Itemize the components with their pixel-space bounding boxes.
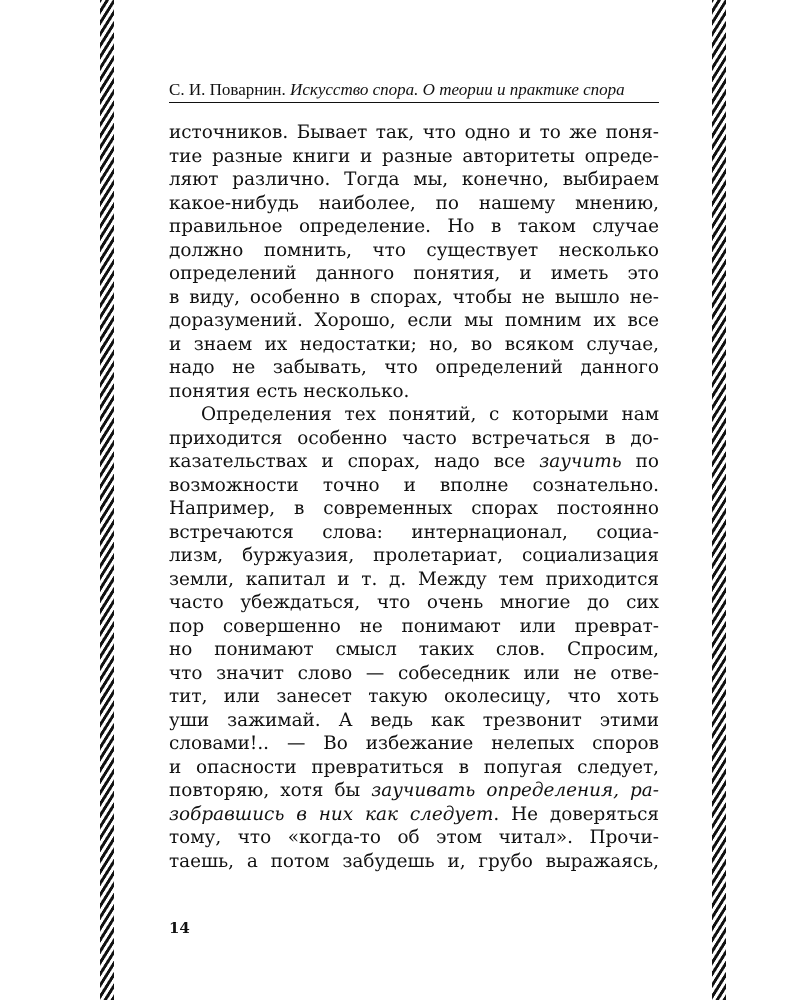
running-head-author: С. И. Поварнин. <box>169 80 286 99</box>
text-line <box>169 450 659 474</box>
text-line: доразумений. Хорошо, если мы помним их все <box>169 310 659 331</box>
text-line: источников. Бывает так, что одно и то же поня- <box>169 122 659 143</box>
text-line: что значит слово — собеседник или не отве- <box>169 662 659 684</box>
text-line: тому, что «когда-то об этом читал». Прочи- <box>169 827 659 848</box>
text-line: земли, капитал и т. д. Между тем приходится <box>169 568 659 590</box>
text-line: уши зажимай. А ведь как трезвонит этими <box>169 709 659 731</box>
text-line: лизм, буржуазия, пролетариат, социализация <box>169 545 659 566</box>
text-segment: по <box>635 451 659 472</box>
text-line: понятия есть несколько. <box>169 380 410 402</box>
text-segment: казательствах и спорах, надо все <box>169 451 526 472</box>
text-line: приходится особенно часто встречаться в до- <box>169 427 659 449</box>
emphasis-text: зобравшись в них как следует <box>169 803 494 825</box>
running-head <box>169 80 659 100</box>
text-line: ляют различно. Тогда мы, конечно, выбираем <box>169 169 659 190</box>
page-number: 14 <box>169 919 190 937</box>
text-line: Например, в современных спорах постоянно <box>169 498 659 519</box>
text-line: правильное определение. Но в таком случае <box>169 216 659 237</box>
body-text <box>169 121 659 873</box>
text-line: встречаются слова: интернационал, социа- <box>169 521 659 543</box>
text-line: таешь, а потом забудешь и, грубо выражаясь, <box>169 850 659 872</box>
text-segment: повторяю, хотя бы <box>169 780 361 801</box>
running-head-title: Искусство спора. О теории и практике спора <box>290 80 625 99</box>
left-edge-border <box>100 0 114 1000</box>
text-line: определений данного понятия, и иметь это <box>169 263 659 284</box>
text-line: и опасности превратиться в попугая следует, <box>169 756 659 778</box>
text-line: какое-нибудь наиболее, по нашему мнению, <box>169 192 659 214</box>
text-line: Определения тех понятий, с которыми нам <box>201 404 659 425</box>
header-rule <box>169 102 659 103</box>
text-line: пор совершенно не понимают или преврат- <box>169 615 659 637</box>
text-line: тие разные книги и разные авторитеты опреде- <box>169 145 659 167</box>
text-line: часто убеждаться, что очень многие до сих <box>169 592 659 613</box>
text-segment: . Не доверяться <box>493 803 659 825</box>
right-edge-border <box>712 0 726 1000</box>
text-line <box>169 803 659 827</box>
text-line: должно помнить, что существует несколько <box>169 239 659 261</box>
text-line: но понимают смысл таких слов. Спросим, <box>169 639 659 660</box>
text-line: и знаем их недостатки; но, во всяком случае, <box>169 333 659 355</box>
book-page <box>169 0 659 1000</box>
text-line: тит, или занесет такую околесицу, что хоть <box>169 686 659 707</box>
text-line: возможности точно и вполне сознательно. <box>169 474 659 496</box>
text-line: надо не забывать, что определений данного <box>169 357 659 378</box>
emphasis-text: заучивать определения, ра- <box>371 780 659 801</box>
text-line: в виду, особенно в спорах, чтобы не вышло не- <box>169 286 659 308</box>
emphasis-text: заучить <box>539 451 622 472</box>
text-line <box>169 779 659 803</box>
text-line: словами!.. — Во избежание нелепых споров <box>169 733 659 754</box>
